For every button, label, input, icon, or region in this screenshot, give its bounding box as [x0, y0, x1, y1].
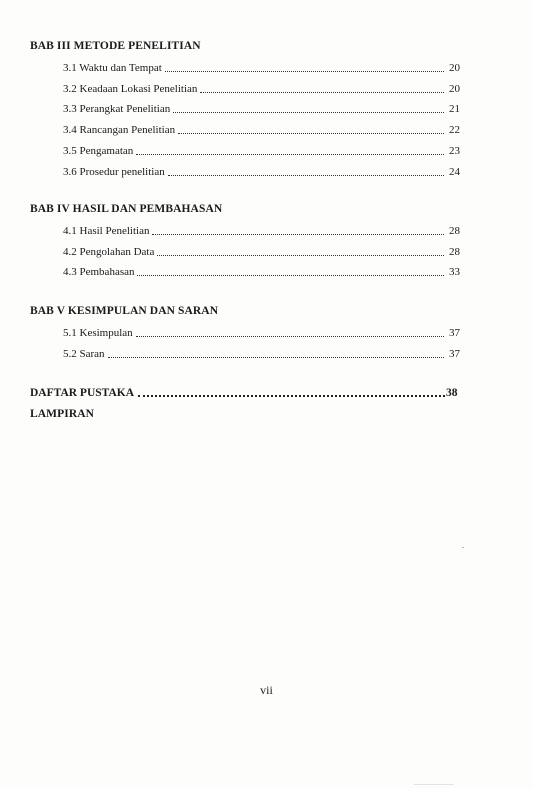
toc-entry-label: 5.2 Saran	[63, 347, 105, 360]
toc-chapter-5	[30, 303, 460, 361]
toc-entry-page: 28	[449, 224, 460, 237]
toc-entry-5-2	[30, 340, 460, 361]
page-number: vii	[260, 683, 273, 697]
toc-entry-3-1	[30, 54, 460, 75]
toc-entry-page: 20	[449, 61, 460, 74]
toc-entry-label: 3.4 Rancangan Penelitian	[63, 124, 176, 137]
toc-entry-page: 24	[449, 165, 460, 178]
toc-chapter-4	[30, 201, 460, 279]
dot-leader	[165, 70, 444, 72]
toc-entry-page: 20	[449, 82, 460, 95]
toc-chapter-3	[30, 38, 460, 179]
toc-entry-page: 21	[449, 103, 460, 116]
dot-leader	[168, 174, 444, 176]
toc-entry-4-3	[30, 259, 460, 280]
toc-entry-4-1	[30, 217, 460, 238]
dot-leader	[200, 91, 444, 93]
dot-leader	[137, 274, 444, 276]
dot-leader	[178, 132, 444, 134]
toc-bibliography	[30, 382, 460, 400]
toc-entry-label: DAFTAR PUSTAKA	[30, 387, 135, 399]
toc-entry-page: 28	[449, 245, 460, 258]
dot-leader	[136, 153, 444, 155]
toc-entry-label: 3.5 Pengamatan	[63, 144, 134, 157]
toc-entry-page: 23	[449, 144, 460, 157]
toc-entry-page: 37	[449, 326, 460, 339]
scan-edge	[414, 784, 454, 785]
toc-entry-3-2	[30, 75, 460, 96]
dot-leader	[173, 111, 444, 113]
toc-entry-3-4	[30, 116, 460, 137]
toc-appendix	[30, 406, 460, 422]
toc-entry-5-1	[30, 319, 460, 340]
toc-entry-4-2	[30, 238, 460, 259]
toc-entry-3-5	[30, 137, 460, 158]
dot-leader	[157, 254, 444, 256]
toc-entry-label: 5.1 Kesimpulan	[63, 326, 133, 339]
toc-entry-page: 33	[449, 266, 460, 279]
toc-entry-label: 4.1 Hasil Penelitian	[63, 224, 150, 237]
toc-entry-label: 4.2 Pengolahan Data	[63, 245, 155, 258]
toc-entry-label: 3.3 Perangkat Penelitian	[63, 103, 171, 116]
toc-entry-label: 3.6 Prosedur penelitian	[63, 165, 165, 178]
toc-entry-label: 4.3 Pembahasan	[63, 266, 135, 279]
dot-leader	[138, 394, 445, 397]
chapter-heading: BAB IV HASIL DAN PEMBAHASAN	[30, 203, 223, 215]
toc-entry-label: 3.2 Keadaan Lokasi Penelitian	[63, 82, 198, 95]
chapter-heading: BAB III METODE PENELITIAN	[30, 40, 201, 52]
scan-speck	[462, 547, 464, 548]
toc-entry-label: 3.1 Waktu dan Tempat	[63, 61, 162, 74]
dot-leader	[136, 335, 444, 337]
chapter-heading: BAB V KESIMPULAN DAN SARAN	[30, 305, 219, 317]
toc-entry-page: 22	[449, 124, 460, 137]
toc-entry-3-6	[30, 158, 460, 179]
toc-entry-page: 37	[449, 347, 460, 360]
toc-entry-page: 38	[446, 387, 458, 399]
dot-leader	[108, 356, 444, 358]
toc-entry-bibliography	[30, 382, 460, 400]
dot-leader	[152, 233, 444, 235]
toc-entry-appendix: LAMPIRAN	[30, 408, 95, 420]
toc-entry-3-3	[30, 96, 460, 117]
